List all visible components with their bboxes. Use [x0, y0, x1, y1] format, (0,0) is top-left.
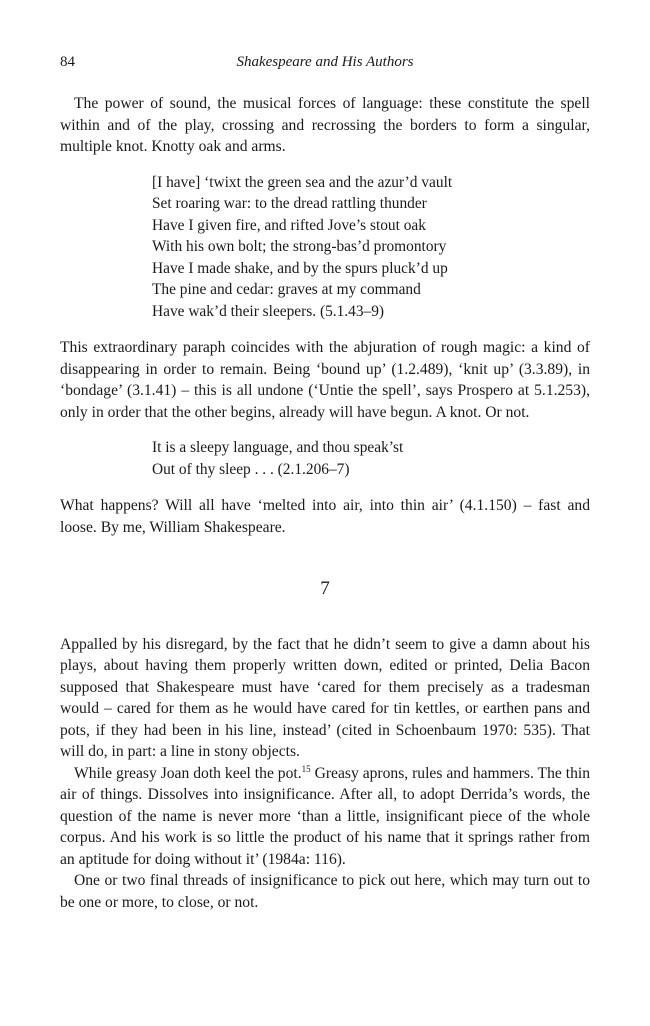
paragraph-2: This extraordinary paraph coincides with the abjuration of rough magic: a kind of disappearing in order to remain. Being ‘bound up’ (1.2.489), ‘knit up’ (3.3.89), in ‘bondage’ (3.1.41) – this is all undone (‘Untie the spell’, says Prospero at 5.1.253), only in order that the other begins, already will have begun. A knot. Or not. — [60, 339, 590, 421]
section-number: 7 — [320, 578, 330, 599]
paragraph-5 — [60, 763, 590, 871]
page-header — [60, 54, 590, 76]
paragraph-4: Appalled by his disregard, by the fact that he didn’t seem to give a damn about his plays, about having them properly written down, edited or printed, Delia Bacon supposed that Shakespeare must have ‘cared for them precisely as a tradesman would – cared for them as he would have cared for tin kettles, or earthen pans and pots, if they had been in his line, instead’ (cited in Schoenbaum 1970: 535). That will do, in part: a line in stony objects. — [60, 635, 590, 760]
verse-quote-1 — [152, 172, 590, 323]
paragraph-5-lead: While greasy Joan doth keel the pot. — [74, 764, 302, 782]
verse-line: Have wak’d their sleepers. (5.1.43–9) — [152, 302, 385, 320]
paragraph-5-rest: Greasy aprons, rules and hammers. The thin air of things. Dissolves into insignificance. After all, to adopt Derrida’s words, the question of the name is never more ‘than a little, insignificant piece of the whole corpus. And his work is so little the product of his name that it springs rather from an aptitude for doing without it’ (1984a: 116). — [60, 764, 591, 868]
paragraph-1: The power of sound, the musical forces of language: these constitute the spell within and of the play, crossing and recrossing the borders to form a singular, multiple knot. Knotty oak and arms. — [60, 95, 590, 155]
paragraph-3: What happens? Will all have ‘melted into air, into thin air’ (4.1.150) – fast and loose. By me, William Shakespeare. — [60, 497, 590, 536]
verse-line: Have I made shake, and by the spurs pluck’d up — [152, 259, 448, 277]
page-number: 84 — [60, 54, 75, 70]
verse-line: Out of thy sleep . . . (2.1.206–7) — [152, 460, 350, 478]
verse-line: Have I given fire, and rifted Jove’s stout oak — [152, 216, 426, 234]
verse-line: Set roaring war: to the dread rattling thunder — [152, 195, 427, 212]
paragraph-6: One or two final threads of insignificance to pick out here, which may turn out to be one or more, to close, or not. — [60, 872, 590, 911]
verse-line: [I have] ‘twixt the green sea and the azur’d vault — [152, 173, 453, 191]
running-title: Shakespeare and His Authors — [236, 54, 414, 70]
page-body — [60, 93, 590, 913]
footnote-ref[interactable]: 15 — [301, 763, 311, 774]
verse-line: It is a sleepy language, and thou speak’st — [152, 439, 404, 456]
verse-line: With his own bolt; the strong-bas’d promontory — [152, 238, 447, 255]
verse-quote-2 — [152, 437, 590, 480]
verse-line: The pine and cedar: graves at my command — [152, 281, 421, 298]
